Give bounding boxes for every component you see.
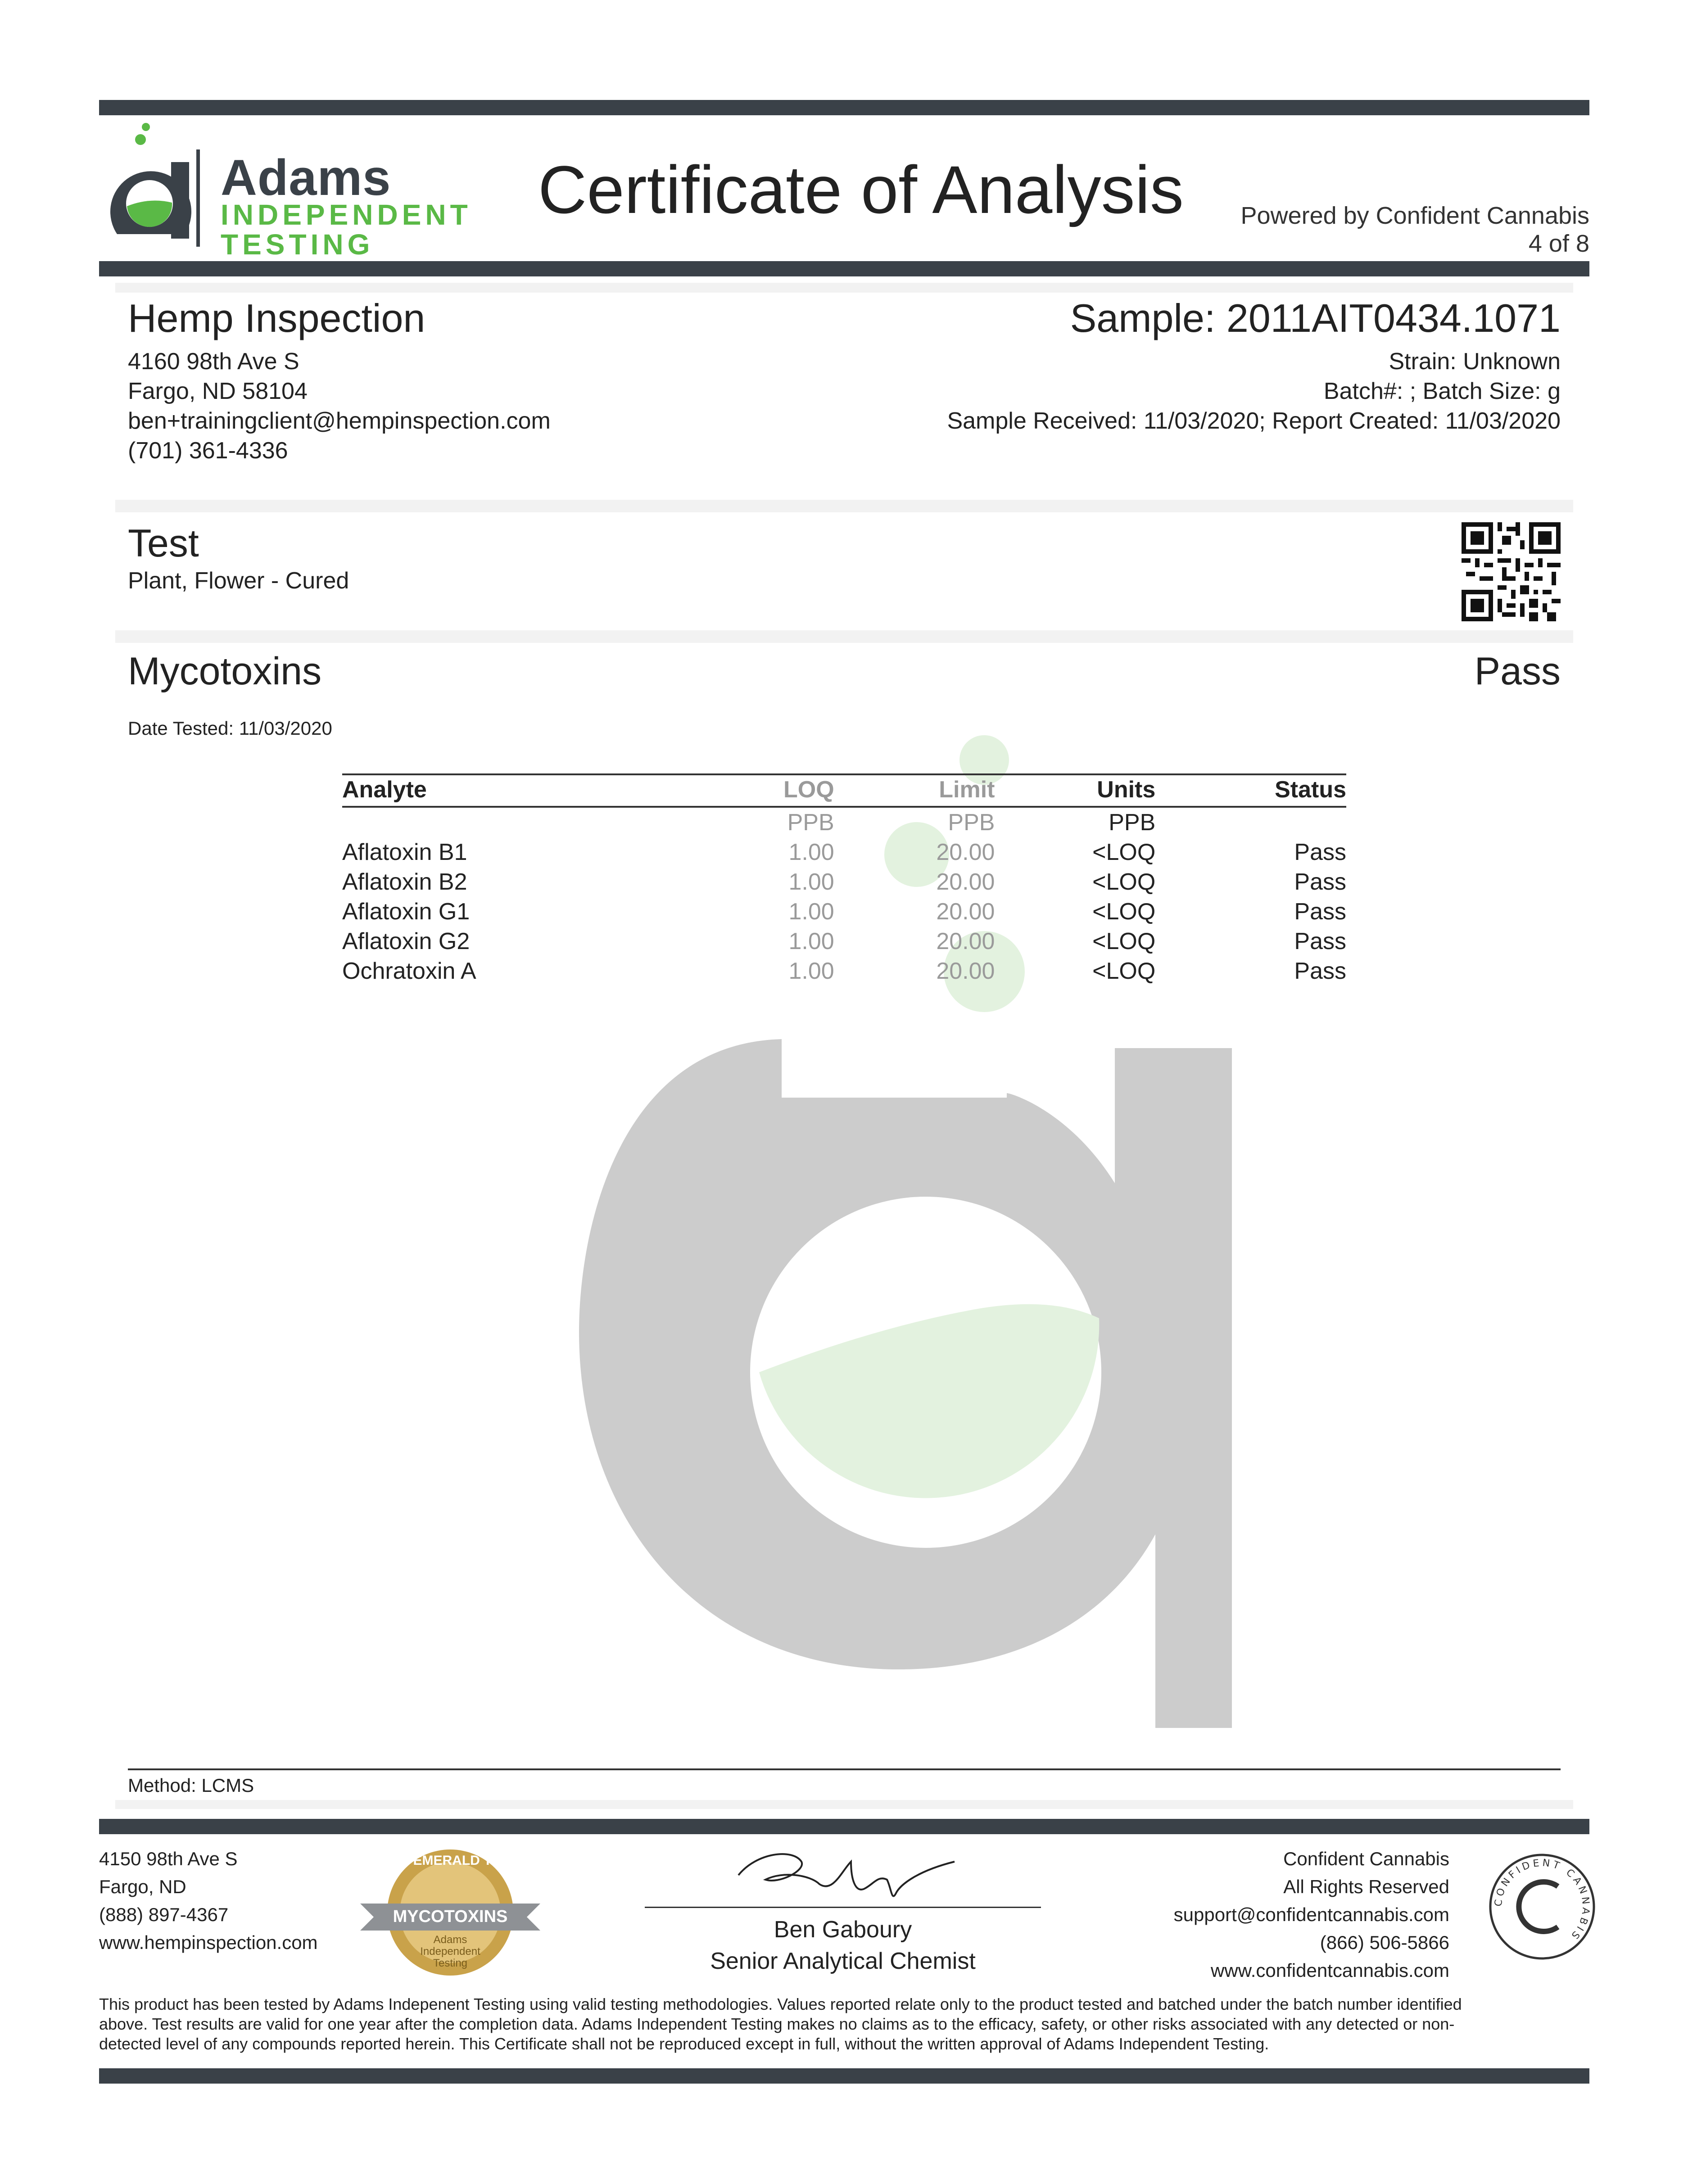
page-title: Certificate of Analysis (538, 152, 1184, 227)
limit-cell: 20.00 (936, 899, 995, 925)
results-table (342, 773, 1346, 986)
seal-line: Testing (433, 1957, 468, 1969)
col-analyte: Analyte (342, 774, 704, 807)
cc-phone: (866) 506-5866 (1320, 1932, 1449, 1953)
analyte-cell: Aflatoxin G2 (342, 928, 470, 954)
section-result: Pass (1474, 650, 1561, 693)
client-address2: Fargo, ND 58104 (128, 378, 308, 404)
sample-strain: Strain: Unknown (1389, 348, 1561, 375)
section-title: Mycotoxins (128, 650, 322, 693)
test-matrix: Plant, Flower - Cured (128, 568, 349, 594)
qr-code-icon (1462, 522, 1561, 621)
units-cell: <LOQ (1092, 869, 1156, 895)
col-loq: LOQ (704, 774, 834, 807)
page-number: 4 of 8 (1528, 230, 1589, 257)
client-address1: 4160 98th Ave S (128, 348, 299, 375)
units-cell: <LOQ (1092, 839, 1156, 865)
test-panel (115, 512, 1573, 630)
units-cell: <LOQ (1092, 928, 1156, 954)
client-email: ben+trainingclient@hempinspection.com (128, 408, 551, 434)
brand-sub-independent: INDEPENDENT (221, 199, 472, 231)
units-cell: <LOQ (1092, 958, 1156, 984)
loq-cell: 1.00 (788, 839, 834, 865)
client-phone: (701) 361-4336 (128, 438, 288, 464)
unit-cell: PPB (787, 809, 834, 836)
signer-title: Senior Analytical Chemist (710, 1948, 976, 1974)
seal-lines (356, 1934, 545, 1969)
unit-cell (342, 807, 704, 837)
table-row (342, 956, 1346, 986)
loq-cell: 1.00 (788, 899, 834, 925)
analyte-cell: Aflatoxin B1 (342, 839, 467, 865)
col-units: Units (995, 774, 1155, 807)
signature-line (645, 1907, 1041, 1908)
seal-ribbon-text: MYCOTOXINS (393, 1907, 508, 1926)
analyte-cell: Aflatoxin G1 (342, 899, 470, 925)
disclaimer-line1: This product has been tested by Adams Indepenent Testing using valid testing methodologies. Values reported relate only to the product tested and batched under the batch number identified (99, 1995, 1462, 2013)
loq-cell: 1.00 (788, 958, 834, 984)
lab-address1: 4150 98th Ave S (99, 1848, 238, 1869)
table-row (342, 897, 1346, 927)
brand-name: Adams (221, 149, 391, 206)
disclaimer-line2: above. Test results are valid for one year after the completion data. Adams Independent Testing makes no claims as to the efficacy, safety, or other risks associated with any detected or non- (99, 2015, 1455, 2033)
limit-cell: 20.00 (936, 869, 995, 895)
sample-batch: Batch#: ; Batch Size: g (1323, 378, 1561, 404)
limit-cell: 20.00 (936, 928, 995, 954)
signer-name: Ben Gaboury (774, 1917, 912, 1943)
cc-email: support@confidentcannabis.com (1173, 1904, 1449, 1925)
status-cell: Pass (1294, 839, 1346, 865)
unit-cell: PPB (1109, 809, 1156, 836)
limit-cell: 20.00 (936, 839, 995, 865)
unit-row (342, 807, 1346, 837)
col-limit: Limit (834, 774, 995, 807)
unit-cell (1155, 807, 1346, 837)
lab-phone: (888) 897-4367 (99, 1904, 229, 1925)
test-heading: Test (128, 522, 199, 565)
client-name: Hemp Inspection (128, 296, 425, 340)
analyte-cell: Ochratoxin A (342, 958, 476, 984)
top-bar (99, 100, 1589, 115)
footer-top-bar (99, 1819, 1589, 1834)
cc-rights: All Rights Reserved (1283, 1876, 1449, 1897)
seal-top-text: THE EMERALD TEST (382, 1853, 518, 1868)
col-status: Status (1155, 774, 1346, 807)
cc-website: www.confidentcannabis.com (1211, 1960, 1449, 1981)
sample-id: Sample: 2011AIT0434.1071 (1070, 296, 1561, 340)
powered-by: Powered by Confident Cannabis (1240, 202, 1589, 229)
units-cell: <LOQ (1092, 899, 1156, 925)
brand-sub-testing: TESTING (221, 228, 374, 261)
table-row (342, 867, 1346, 897)
table-header-row (342, 774, 1346, 807)
status-cell: Pass (1294, 928, 1346, 954)
bottom-bar (99, 2068, 1589, 2084)
table-row (342, 837, 1346, 867)
client-info-panel (115, 293, 1573, 500)
unit-cell: PPB (948, 809, 995, 836)
cc-name: Confident Cannabis (1283, 1848, 1449, 1869)
status-cell: Pass (1294, 899, 1346, 925)
table-row (342, 927, 1346, 956)
seal-line: Independent (420, 1945, 480, 1958)
disclaimer-line3: detected level of any compounds reported herein. This Certificate shall not be reproduced except in full, without the written approval of Adams Independent Testing. (99, 2035, 1269, 2053)
method-label: Method: LCMS (128, 1775, 254, 1796)
emerald-test-seal (356, 1845, 545, 1980)
confident-cannabis-logo-icon (1486, 1850, 1598, 1963)
status-cell: Pass (1294, 869, 1346, 895)
date-tested: Date Tested: 11/03/2020 (128, 718, 332, 739)
analyte-cell: Aflatoxin B2 (342, 869, 467, 895)
cc-logo-text: CONFIDENT CANNABIS (1493, 1857, 1592, 1943)
lab-website: www.hempinspection.com (99, 1932, 318, 1953)
status-cell: Pass (1294, 958, 1346, 984)
method-divider (128, 1768, 1561, 1770)
loq-cell: 1.00 (788, 869, 834, 895)
adams-logo (99, 122, 472, 261)
sample-dates: Sample Received: 11/03/2020; Report Created: 11/03/2020 (947, 408, 1561, 434)
header-divider-bar (99, 261, 1589, 276)
lab-address2: Fargo, ND (99, 1876, 186, 1897)
loq-cell: 1.00 (788, 928, 834, 954)
seal-line: Adams (433, 1934, 467, 1946)
limit-cell: 20.00 (936, 958, 995, 984)
signature-icon (729, 1844, 964, 1907)
